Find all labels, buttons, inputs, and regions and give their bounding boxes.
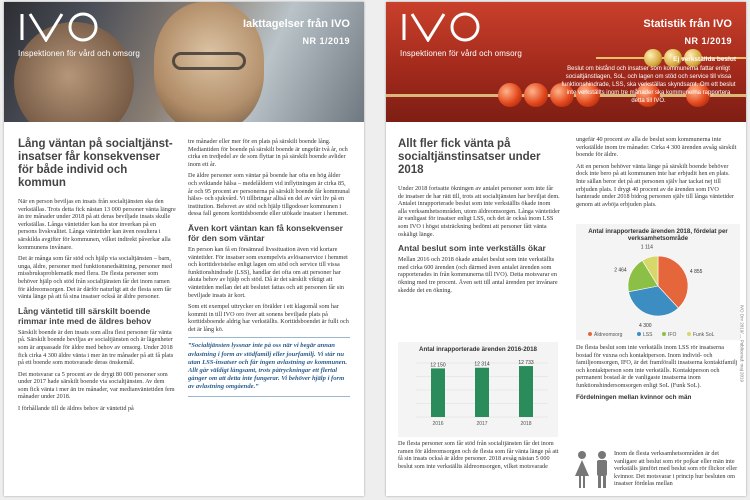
abacus-bead [498, 83, 522, 107]
male-icon [597, 451, 607, 488]
legend-label: Äldreomsorg [594, 332, 623, 338]
issue-title: Statistik från IVO [643, 18, 732, 30]
bar-chart [398, 342, 558, 437]
legend-label: LSS [643, 332, 653, 338]
paragraph: Som ett exempel uttrycker en förälder i ett klagomål som har kommit in till IVO oro över att sonens beviljade plats på korttidsboende aldrig har verkställts. Korttidsboendet är fullt och det är lång kö. [188, 303, 349, 333]
paragraph: De flesta beslut som inte verkställs inom LSS rör insatserna bostad för vuxna och kontaktperson. Inom individ- och familjeomsorgen, IFO, är det framförallt insatserna kontaktfamilj och kontaktperson som inte verkställs. Kontaktperson och permanent bostad är de vanligaste insatserna inom funktionshindersomsorgen enligt SoL (Funk SoL). [576, 344, 738, 389]
pie-value-label: 2 464 [614, 267, 627, 274]
right-column-2 [576, 136, 740, 212]
x-tick-label: 2017 [476, 421, 488, 427]
bar-chart-svg [398, 353, 558, 433]
bar-value-label: 12 733 [518, 360, 534, 367]
paragraph: Särskilt boende är den insats som allra flest personer får vänta på. Särskilt boende beviljas av socialtjänsten och är lägenheter som är anpassade för äldre med behov av omsorg. Under 2018 fick cirka 4 300 äldre vänta i mer än tre månader på att få plats på ett boende som motsvarade deras önskemål. [18, 328, 174, 367]
legend-swatch [687, 332, 691, 336]
section-heading: Lång väntetid till särskilt boende rimmar inte med de äldres behov [18, 305, 152, 326]
abacus-bead [524, 83, 548, 107]
right-page [386, 2, 746, 496]
issue-number: NR 1/2019 [684, 36, 732, 46]
side-caption: IVO Dnr 2019/..., Publicerad: maj 2019 [739, 304, 744, 382]
bar-2017 [475, 368, 489, 417]
paragraph: I förhållande till de äldres behov är väntetid på [18, 405, 134, 413]
paragraph: Mellan 2016 och 2018 ökade antalet beslut som inte verkställts med cirka 600 ärenden (och därmed även antalet ärenden som rapporterades in från kommunerna till IVO). Detta motsvarar en ökning med tre procent. Även sett till antal ärenden per invånare skedde det en ökning. [398, 256, 558, 294]
section-heading: Antal beslut som inte verkställs ökar [398, 243, 546, 254]
bar-value-label: 12 150 [430, 362, 446, 369]
banner-text: Beslut om bistånd och insatser som kommunerna fattar enligt socialtjänstlagen, SoL, och lagen om stöd och service till vissa funktionshindrade, LSS, ska verkställas skyndsamt. Om ett beslut inte verkställts inom tre månader ska kommunerna rapportera detta till IVO. [561, 66, 736, 104]
issue-title: Iakttagelser från IVO [243, 18, 350, 30]
hero-photo-abacus [386, 2, 746, 122]
left-column-2 [188, 138, 350, 397]
x-tick-label: 2018 [520, 421, 532, 427]
female-icon [575, 451, 589, 488]
paragraph: De äldre personer som väntar på boende har ofta en hög ålder och sviktande hälsa – medelåldern vid inflyttningen är cirka 85, år och 95 procent av personerna på särskilt boende får kommunal hälso- och sjukvård. Vi tillbringar alltså en del av vårt liv på en institution. Behovet av stöd och hjälp tillgodoser kommunen i dessa fall genom korttidsboende eller utökade insatser i hemmet. [188, 172, 350, 218]
pie-value-label: 4 855 [689, 269, 703, 276]
paragraph: Det motsvarar ca 5 procent av de drygt 80 000 personer som under 2017 hade särskilt boende via socialtjänsten. Av dem som fick vänta i mer än tre månader, var medianväntetiden fem månader under 2018. [18, 370, 175, 401]
legend-swatch [637, 332, 641, 336]
issue-number: NR 1/2019 [302, 36, 350, 46]
paragraph: Under 2018 fortsatte ökningen av antalet personer som inte får de insatser de har rätt till, trots att socialtjänsten har beviljat dem. Antalet inrapporterade beslut som inte verkställts ökade inom alla verksamhetsområden, utom äldreomsorgen. Långa väntetider är vanligast för insatser enligt LSS, och det är också inom LSS som IVO i högst utsträckning bedömt att personer fått vänta oskäligt länge. [398, 185, 560, 238]
page-title: Lång väntan på socialtjänst-insatser får konsekvenser för både individ och kommun [18, 138, 173, 189]
pie-chart [576, 224, 740, 340]
chart-title: Antal inrapporterade ärenden 2018, fördelat per verksamhetsområde [588, 228, 728, 242]
paragraph: En person kan få en försämrad livssituation även vid kortare väntetider. För insatser som exempelvis avlösarservice i hemmet och korttidsvistelse enligt lagen om stöd och service till vissa funktionshindrade (LSS), handlar det ofta om att personer har akuta behov av hjälp och stöd. Då är det särskilt viktigt att väntetiden mellan det att beslutet fattas och att personen får sin beviljade insats är kort. [188, 245, 348, 299]
banner-heading: Ej verkställda beslut [673, 56, 736, 63]
pie-chart-svg [576, 242, 740, 342]
page-title: Allt fler fick vänta på socialtjänstinsatser under 2018 [398, 138, 541, 176]
glasses [172, 52, 246, 70]
pie-value-label: 4 300 [639, 322, 652, 329]
ivo-logo-mark [18, 12, 118, 42]
hero-photo-children [4, 2, 364, 122]
issue-header [243, 18, 350, 46]
bar-2016 [431, 368, 445, 417]
legend-swatch [588, 332, 592, 336]
pie-value-label: 1 114 [640, 244, 653, 251]
left-column-1 [18, 130, 176, 417]
paragraph: Inom de flesta verksamhetsområden är det vanligare att beslut som rör pojkar eller män inte verkställs jämfört med beslut som rör flickor eller kvinnor. Det motsvarar i princip hur besluten om insatser fördelas mellan [614, 450, 738, 488]
legend-swatch [662, 332, 666, 336]
right-column-1 [398, 130, 560, 298]
hero-banner [561, 56, 736, 105]
paragraph: tre månader eller mer för en plats på särskilt boende lång. Mediantiden för boende på särskilt boende är ungefär två år, och cirka en tredjedel av de som flyttar in på särskilt boende avlider inom ett år. [188, 138, 348, 168]
paragraph: Att en person behöver vänta länge på särskilt boende behöver dock inte bero på att kommunen inte har erbjudit hen en plats. Inte sällan beror det på att personen själv har tackat nej till erbjuden plats. I drygt 40 procent av de ärenden som IVO hanterade under 2018 bidrog personen själv till långa väntetider genom att avböja erbjuden plats. [576, 162, 735, 208]
right-column-1-bottom [398, 440, 560, 474]
right-column-2-gender [614, 450, 740, 492]
ivo-logo [18, 12, 140, 58]
paragraph: När en person beviljas en insats från socialtjänsten ska den verkställas. Trots detta fick nästan 13 000 personer vänta längre än tre månader under 2018 på att deras beviljade insats skulle verkställas. Långa väntetider kan ha stor inverkan på en persons livskvalitet. Långa väntetider kan även resultera i särskilda avgifter för kommunen, vilket indirekt påverkar alla kommunens invånare. [18, 198, 176, 251]
left-page [4, 2, 364, 496]
ivo-logo-mark [400, 12, 500, 42]
paragraph: Det är många som får stöd och hjälp via socialtjänsten – barn, unga, äldre, personer med funktionsnedsättning, personer med missbruksproblematik med flera. De flesta personer som behöver hjälp och stöd från socialtjänsten får det inom ramen för äldreomsorgen. Det är därför naturligt att de flesta som får vänta länge på att få sina insatser också är äldre personer. [18, 255, 173, 301]
subsection-heading: Fördelningen mellan kvinnor och män [576, 393, 692, 401]
paragraph: De flesta personer som får stöd från socialtjänsten får det inom ramen för äldreomsorgen och de flesta som får vänta länge på att få sin insats också är äldre personer. 2018 avsåg nästan 5 000 beslut som inte verkställts äldreomsorgen, vilket motsvarade [398, 440, 559, 470]
logo-subtitle: Inspektionen för vård och omsorg [18, 49, 140, 58]
legend-label: Funk SoL [693, 332, 715, 338]
bar-value-label: 12 314 [474, 361, 490, 368]
ivo-logo [400, 12, 522, 58]
pull-quote: ”Socialtjänsten lyssnar inte på oss när vi begär annan avlastning i form av stödfamilj eller jourfamilj. Vi står nu utan LSS-insatser och får ingen avlastning av kommunen. Allt går väldigt långsamt, trots påtryckningar ett flertal gånger om att detta inte fungerar. Vi behöver hjälp i form av avlastning omgående.” [188, 337, 350, 396]
section-heading: Även kort väntan kan få konsekvenser för den som väntar [188, 222, 343, 243]
bar-2018 [519, 366, 533, 417]
chart-title: Antal inrapporterade ärenden 2016-2018 [419, 346, 537, 353]
logo-subtitle: Inspektionen för vård och omsorg [400, 49, 522, 58]
right-column-2-bottom [576, 344, 740, 404]
x-tick-label: 2016 [432, 421, 444, 427]
gender-icons [572, 450, 612, 494]
paragraph: ungefär 40 procent av alla de beslut som kommunerna inte verkställde inom tre månader. Cirka 4 300 ärenden avsåg särskilt boende för äldre. [576, 136, 737, 159]
legend-label: IFO [668, 332, 677, 338]
issue-header [643, 18, 732, 46]
